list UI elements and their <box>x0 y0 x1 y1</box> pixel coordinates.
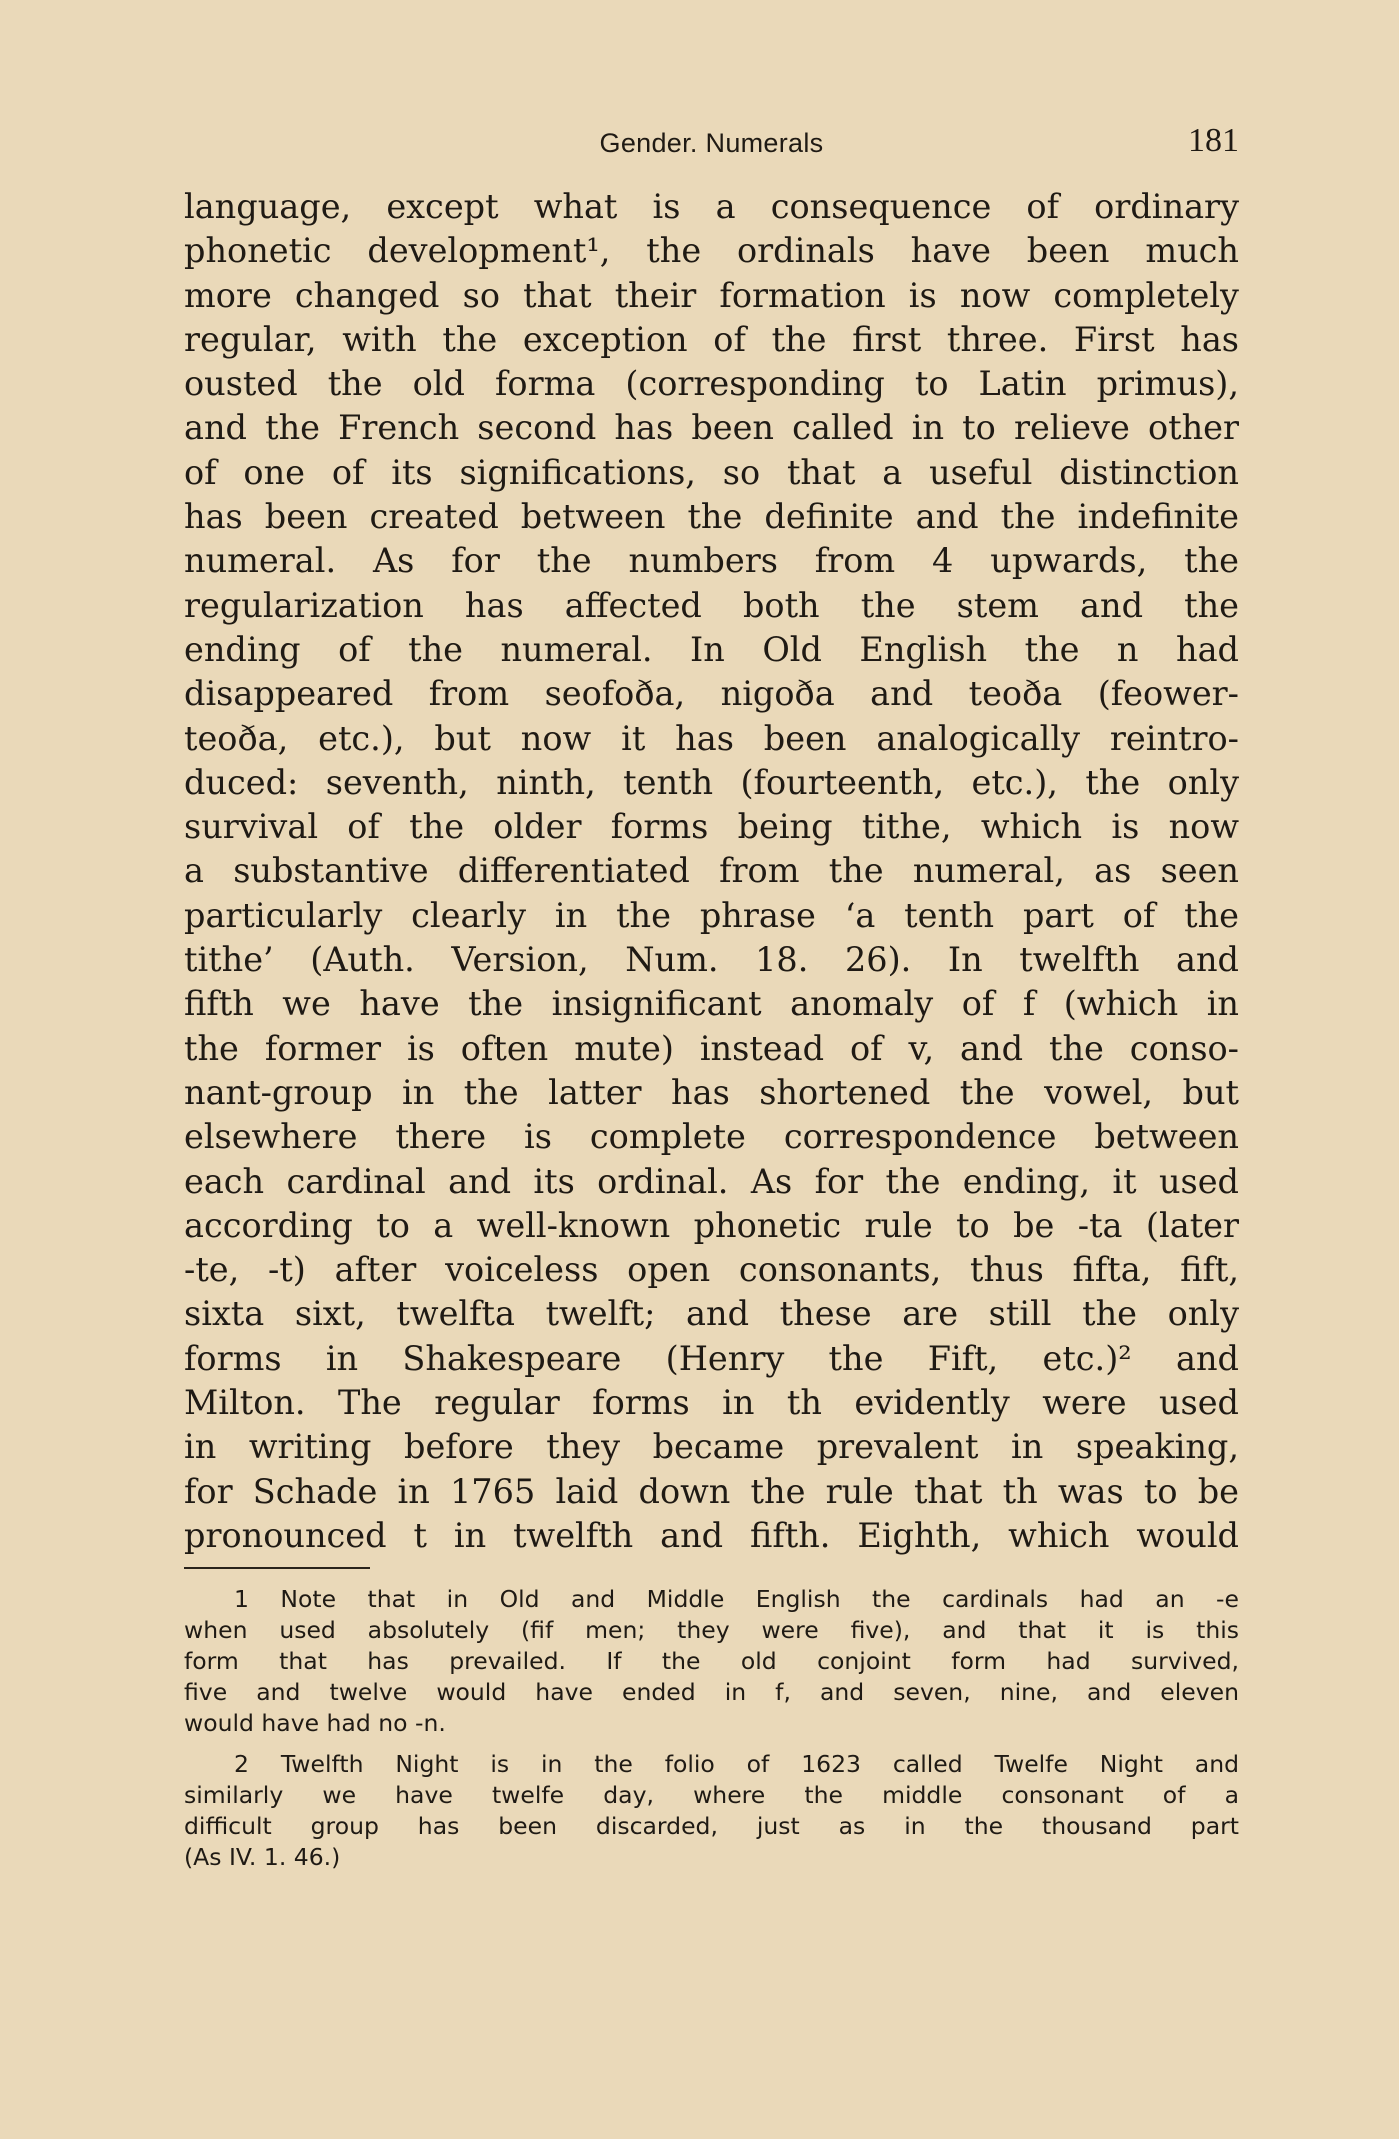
body-line: teoða, etc.), but now it has been analogically reintro- <box>184 718 1239 758</box>
body-line: regular, with the exception of the first three. First has <box>184 319 1239 359</box>
body-line: of one of its significations, so that a useful distinction <box>184 452 1239 492</box>
footnote-2-line: 2 Twelfth Night is in the folio of 1623 called Twelfe Night and <box>234 1750 1239 1778</box>
body-line: according to a well-known phonetic rule to be -ta (later <box>184 1205 1239 1245</box>
running-title: Gender. Numerals <box>599 128 824 158</box>
body-line: numeral. As for the numbers from 4 upwards, the <box>184 541 1239 581</box>
footnote-1-line: form that has prevailed. If the old conjoint form had survived, <box>184 1647 1239 1675</box>
footnote-1-line: would have had no -n. <box>184 1709 446 1737</box>
running-head <box>184 122 1239 166</box>
body-line: pronounced t in twelfth and fifth. Eighth, which would <box>184 1515 1239 1555</box>
body-line: particularly clearly in the phrase ‘a tenth part of the <box>184 895 1239 935</box>
body-line: and the French second has been called in to relieve other <box>184 408 1239 448</box>
body-line: sixta sixt, twelfta twelft; and these are still the only <box>184 1294 1239 1334</box>
body-line: duced: seventh, ninth, tenth (fourteenth, etc.), the only <box>184 762 1239 802</box>
body-line: fifth we have the insignificant anomaly of f (which in <box>184 984 1239 1024</box>
body-line: each cardinal and its ordinal. As for the ending, it used <box>184 1161 1239 1201</box>
body-line: ending of the numeral. In Old English the n had <box>184 629 1239 669</box>
page-number: 181 <box>1188 122 1239 159</box>
footnote-2-line: difficult group has been discarded, just as in the thousand part <box>184 1812 1239 1840</box>
body-line: Milton. The regular forms in th evidently were used <box>184 1383 1239 1423</box>
body-line: more changed so that their formation is now completely <box>184 275 1239 315</box>
footnotes <box>184 1584 1239 1873</box>
body-line: -te, -t) after voiceless open consonants, thus fifta, fift, <box>184 1250 1239 1290</box>
footnote-1-line: 1 Note that in Old and Middle English the cardinals had an -e <box>234 1585 1239 1613</box>
footnote-2-line: (As IV. 1. 46.) <box>184 1843 341 1871</box>
body-line: a substantive differentiated from the numeral, as seen <box>184 851 1239 891</box>
body-line: regularization has affected both the stem and the <box>184 585 1239 625</box>
body-line: forms in Shakespeare (Henry the Fift, etc.)² and <box>184 1338 1239 1378</box>
body-line: disappeared from seofoða, nigoða and teoða (feower- <box>184 674 1239 714</box>
body-line: nant-group in the latter has shortened the vowel, but <box>184 1072 1239 1112</box>
body-line: elsewhere there is complete correspondence between <box>184 1117 1239 1157</box>
body-line: the former is often mute) instead of v, and the conso- <box>184 1028 1239 1068</box>
body-line: in writing before they became prevalent in speaking, <box>184 1427 1239 1467</box>
body-line: has been created between the definite and the indefinite <box>184 497 1239 537</box>
footnote-1-line: five and twelve would have ended in f, and seven, nine, and eleven <box>184 1678 1239 1706</box>
body-line: for Schade in 1765 laid down the rule that th was to be <box>184 1471 1239 1511</box>
body-line: survival of the older forms being tithe, which is now <box>184 807 1239 847</box>
footnote-2-line: similarly we have twelfe day, where the middle consonant of a <box>184 1781 1239 1809</box>
body-line: phonetic development¹, the ordinals have been much <box>184 231 1239 271</box>
body-line: tithe’ (Auth. Version, Num. 18. 26). In twelfth and <box>184 940 1239 980</box>
body-line: language, except what is a consequence of ordinary <box>184 187 1239 226</box>
footnote-1-line: when used absolutely (fif men; they were five), and that it is this <box>184 1616 1239 1644</box>
footnote-rule <box>184 1567 370 1569</box>
body-line: ousted the old forma (corresponding to Latin primus), <box>184 364 1239 404</box>
footnote-gap <box>184 1739 1239 1749</box>
body-text <box>184 185 1239 1558</box>
